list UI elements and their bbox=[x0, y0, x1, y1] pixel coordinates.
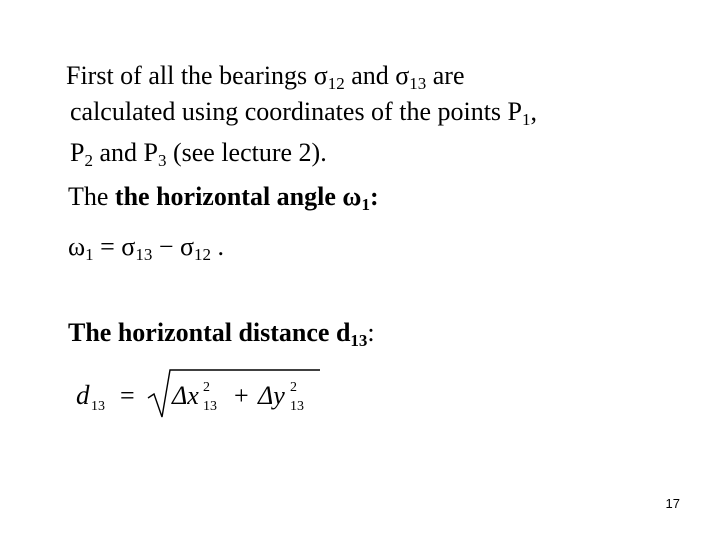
text-line-6 bbox=[68, 318, 375, 348]
formula-dy-sub: 13 bbox=[290, 399, 304, 414]
omega-symbol: ω bbox=[342, 182, 362, 211]
text-fragment: : bbox=[369, 182, 379, 211]
text-fragment: and P bbox=[92, 138, 158, 167]
text-fragment: are bbox=[426, 61, 465, 90]
subscript: 12 bbox=[194, 245, 211, 264]
formula-equals: = bbox=[120, 381, 135, 410]
sigma-symbol: σ bbox=[313, 61, 328, 90]
formula-dx: Δx bbox=[172, 381, 199, 410]
text-fragment: The bbox=[68, 182, 115, 211]
formula-plus: + bbox=[234, 381, 249, 410]
subscript: 1 bbox=[361, 195, 370, 214]
formula-lhs-var: d bbox=[76, 380, 90, 410]
sigma-symbol: σ bbox=[121, 232, 136, 261]
subscript: 2 bbox=[84, 151, 93, 170]
text-fragment: First of all the bearings bbox=[66, 61, 314, 90]
text-line-5 bbox=[68, 232, 224, 262]
text-line-4 bbox=[68, 182, 379, 212]
subscript: 13 bbox=[135, 245, 153, 264]
bold-text: The horizontal distance d bbox=[68, 318, 351, 347]
text-fragment: = bbox=[93, 232, 122, 261]
sigma-symbol: σ bbox=[179, 232, 194, 261]
omega-symbol: ω bbox=[68, 232, 86, 261]
text-fragment: . bbox=[211, 232, 224, 261]
subscript: 3 bbox=[157, 151, 167, 170]
text-fragment: P bbox=[70, 138, 85, 167]
text-line-3 bbox=[70, 138, 327, 168]
formula-lhs-sub: 13 bbox=[91, 399, 105, 414]
subscript: 1 bbox=[522, 110, 531, 129]
text-fragment: : bbox=[367, 318, 375, 347]
formula-dx-sup: 2 bbox=[203, 380, 210, 395]
text-fragment: and bbox=[344, 61, 396, 90]
formula-svg bbox=[76, 366, 336, 422]
subscript: 12 bbox=[327, 74, 345, 93]
text-fragment: (see lecture 2). bbox=[166, 138, 327, 167]
formula-dy-sup: 2 bbox=[290, 380, 297, 395]
text-fragment: calculated using coordinates of the points P bbox=[70, 97, 523, 126]
text-line-2 bbox=[70, 97, 537, 127]
text-fragment: , bbox=[530, 97, 538, 126]
distance-formula bbox=[76, 366, 336, 422]
page-number: 17 bbox=[665, 496, 680, 511]
subscript: 13 bbox=[409, 74, 427, 93]
text-line-1 bbox=[66, 61, 465, 91]
subscript: 13 bbox=[350, 331, 368, 350]
formula-dy: Δy bbox=[258, 381, 285, 410]
bold-text: the horizontal angle bbox=[114, 182, 343, 211]
formula-dx-sub: 13 bbox=[203, 399, 217, 414]
text-fragment: − bbox=[152, 232, 180, 261]
subscript: 1 bbox=[85, 245, 94, 264]
sigma-symbol: σ bbox=[395, 61, 410, 90]
